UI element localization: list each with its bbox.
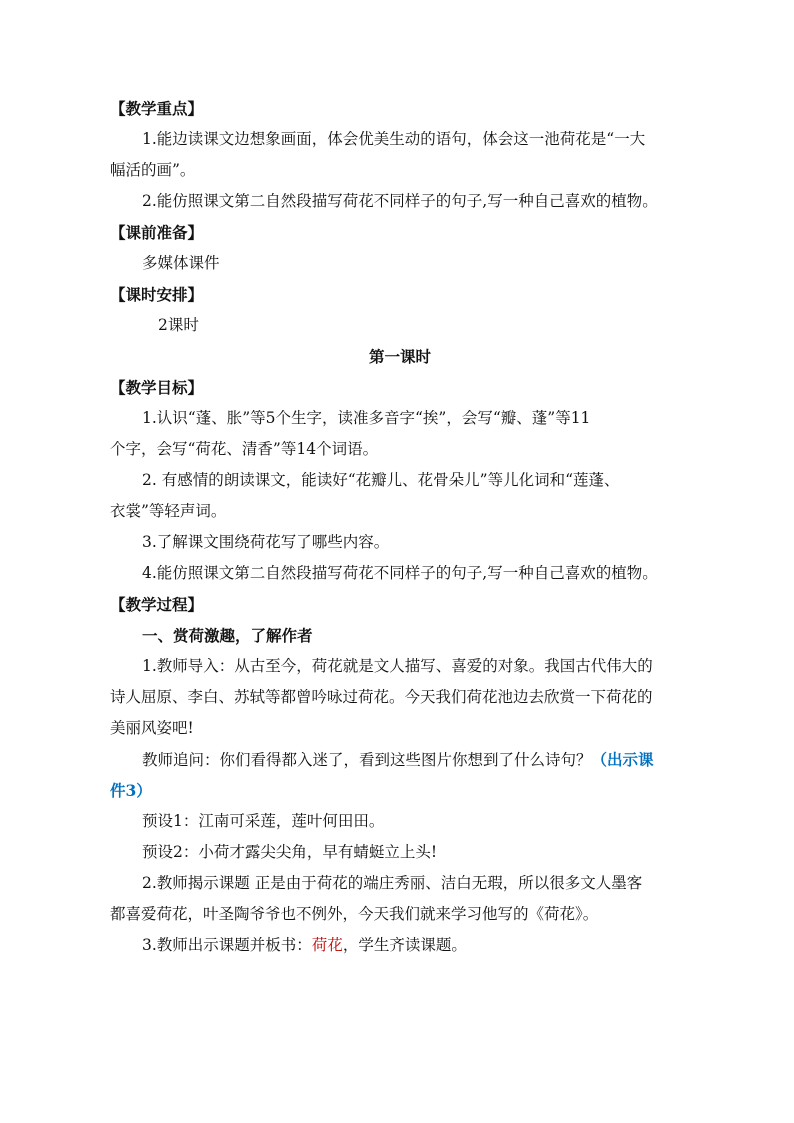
objective-2-line-1: 2. 有感情的朗读课文，能读好“花瓣儿、花骨朵儿”等儿化词和“莲蓬、	[142, 471, 620, 489]
section-heading-schedule: 【课时安排】	[110, 285, 204, 304]
process-paragraph-2-line-1: 2.教师揭示课题 正是由于荷花的端庄秀丽、洁白无瑕，所以很多文人墨客	[142, 874, 643, 892]
teacher-question-line-2	[110, 775, 690, 806]
process-paragraph-3	[110, 930, 690, 961]
objective-4: 4.能仿照课文第二自然段描写荷花不同样子的句子,写一种自己喜欢的植物。	[142, 564, 658, 582]
teacher-question-text: 教师追问：你们看得都入迷了，看到这些图片你想到了什么诗句？	[142, 751, 592, 769]
board-title-lotus: 荷花	[311, 936, 343, 954]
process-paragraph-3-suffix: ，学生齐读课题。	[342, 936, 467, 954]
section-heading-process: 【教学过程】	[110, 595, 204, 614]
document-body	[110, 93, 690, 961]
objective-1-line-1: 1.认识“蓬、胀”等5个生字，读准多音字“挨”，会写“瓣、蓬”等11	[142, 409, 591, 427]
section-heading-objectives: 【教学目标】	[110, 378, 204, 397]
courseware-note-part-1: （出示课	[591, 750, 654, 769]
lesson-title: 第一课时	[368, 347, 431, 366]
teacher-question-line-1	[110, 744, 690, 775]
key-point-1-line-1: 1.能边读课文边想象画面，体会优美生动的语句，体会这一池荷花是“一大	[142, 130, 646, 148]
schedule-text: 2课时	[158, 316, 199, 334]
step-1-title: 一、赏荷激趣，了解作者	[142, 626, 313, 645]
section-heading-preparation: 【课前准备】	[110, 223, 204, 242]
process-paragraph-1-line-3: 美丽风姿吧!	[110, 719, 194, 737]
preparation-text: 多媒体课件	[142, 254, 220, 272]
preset-answer-2: 预设2：小荷才露尖尖角，早有蜻蜓立上头!	[142, 843, 438, 861]
preset-answer-1: 预设1：江南可采莲，莲叶何田田。	[142, 812, 385, 830]
section-heading-key-points: 【教学重点】	[110, 99, 204, 118]
objective-3: 3.了解课文围绕荷花写了哪些内容。	[142, 533, 390, 551]
key-point-1-line-2: 幅活的画”。	[110, 161, 196, 179]
objective-1-line-2: 个字，会写“荷花、清香”等14个词语。	[110, 440, 379, 458]
process-paragraph-2-line-2: 都喜爱荷花，叶圣陶爷爷也不例外，今天我们就来学习他写的《荷花》。	[110, 905, 599, 923]
courseware-note-part-2: 件3）	[110, 781, 152, 800]
process-paragraph-3-prefix: 3.教师出示课题并板书：	[142, 936, 312, 954]
objective-2-line-2: 衣裳”等轻声词。	[110, 502, 227, 520]
process-paragraph-1-line-2: 诗人屈原、李白、苏轼等都曾吟咏过荷花。今天我们荷花池边去欣赏一下荷花的	[110, 688, 653, 706]
process-paragraph-1-line-1: 1.教师导入：从古至今，荷花就是文人描写、喜爱的对象。我国古代伟大的	[142, 657, 653, 675]
key-point-2: 2.能仿照课文第二自然段描写荷花不同样子的句子,写一种自己喜欢的植物。	[142, 192, 658, 210]
